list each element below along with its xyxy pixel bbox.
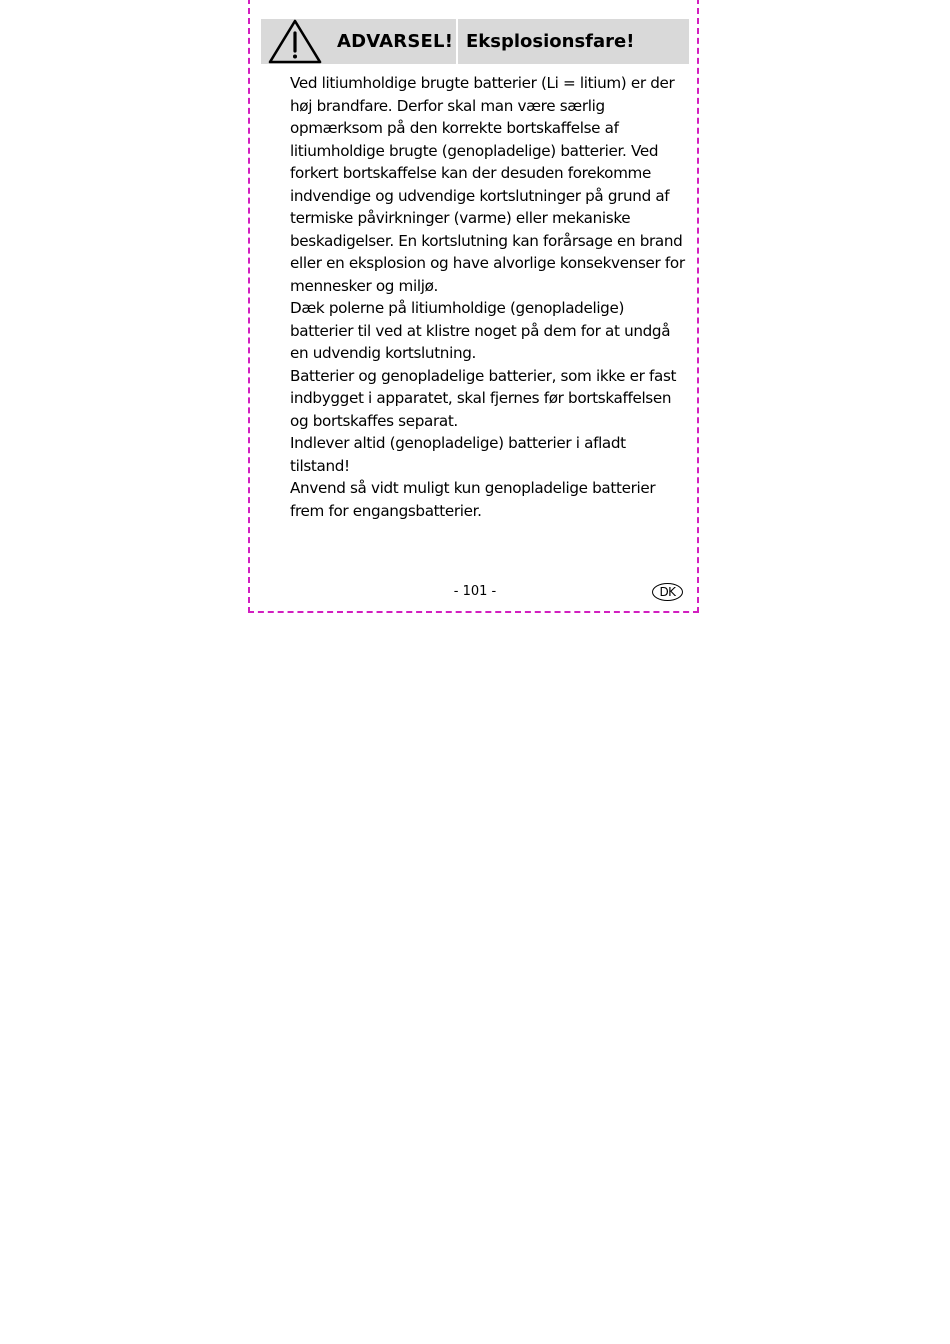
country-code-badge: DK <box>652 583 683 601</box>
warning-triangle-icon <box>267 18 323 66</box>
warning-label: ADVARSEL! <box>337 31 454 52</box>
paragraph-discharged-state: Indlever altid (genopladelige) batterier i afladt tilstand! <box>290 434 626 475</box>
body-text <box>290 72 686 522</box>
paragraph-lithium-fire-hazard: Ved litiumholdige brugte batterier (Li = litium) er der høj brandfare. Derfor skal man være særlig opmærksom på den korrekte bortskaffelse af litiumholdige brugte (genopladelige) batterier. Ved forkert bortskaffelse kan der desuden forekomme indvendige og udvendige kortslutninger på grund af termiske påvirkninger (varme) eller mekaniske beskadigelser. En kortslutning kan forårsage en brand eller en eksplosion og have alvorlige konsekvenser for mennesker og miljø. <box>290 74 685 295</box>
warning-divider <box>456 19 458 64</box>
page-number: - 101 - <box>453 584 497 599</box>
warning-title: Eksplosionsfare! <box>466 31 635 52</box>
paragraph-use-rechargeable: Anvend så vidt muligt kun genopladelige batterier frem for engangsbatterier. <box>290 479 656 520</box>
paragraph-remove-batteries: Batterier og genopladelige batterier, som ikke er fast indbygget i apparatet, skal fjernes før bortskaffelsen og bortskaffes separat. <box>290 366 677 430</box>
paragraph-cover-poles: Dæk polerne på litiumholdige (genopladelige) batterier til ved at klistre noget på dem for at undgå en udvendig kortslutning. <box>290 299 671 362</box>
